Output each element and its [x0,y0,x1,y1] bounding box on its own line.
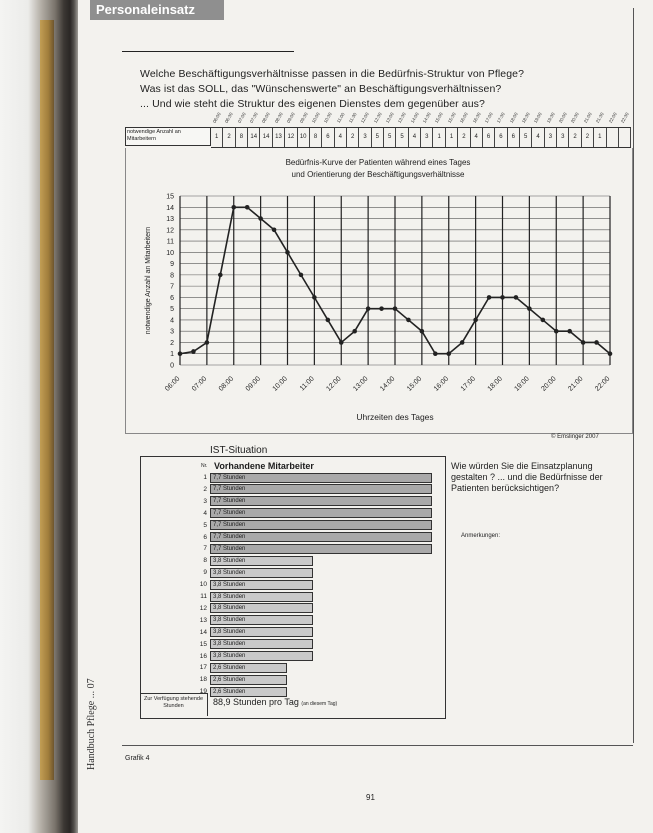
employee-hours-bar: 7,7 Stunden [210,484,432,494]
figure-caption: Grafik 4 [125,755,150,762]
section-tag: Personaleinsatz [90,0,224,20]
time-header-cell: 16:30 [471,111,482,124]
question-line-2: Was ist das SOLL, das "Wünschenswerte" an Beschäftigungsverhältnissen? [140,83,502,95]
employee-number: 7 [203,545,207,553]
staff-value-cell: 5 [520,128,532,147]
employee-number: 4 [203,509,207,517]
time-header-cell: 09:30 [298,111,309,124]
time-header-cell: 21:30 [594,111,605,124]
staff-value-cell: 3 [421,128,433,147]
x-tick-label: 19:00 [513,375,531,393]
employee-number: 10 [199,581,207,589]
staff-value-cell: 6 [322,128,334,147]
available-hours-label: Zur Verfügung stehende Stunden [140,693,208,716]
x-tick-label: 08:00 [217,375,236,393]
time-header-cell: 14:30 [421,111,432,124]
time-header-cell: 18:00 [508,111,519,124]
book-binding [0,0,78,833]
ist-heading: Vorhandene Mitarbeiter [214,461,314,471]
bottom-rule [122,745,633,746]
y-tick-label: 13 [166,216,174,224]
employee-row [195,615,313,626]
time-header-cell: 15:00 [434,111,445,124]
question-line-3: ... Und wie steht die Struktur des eigenen Dienstes dem gegenüber aus? [140,98,485,110]
y-tick-label: 9 [170,261,174,269]
time-header-cell: 21:00 [582,111,593,124]
employee-row [195,686,287,697]
employee-hours-bar: 7,7 Stunden [210,532,432,542]
time-header-cell: 15:30 [446,111,457,124]
employee-row [195,579,313,590]
employee-hours-bar: 3,8 Stunden [210,580,313,590]
x-tick-label: 17:00 [459,375,478,393]
side-running-title: Handbuch Pflege ... 07 [86,678,97,770]
x-tick-label: 09:00 [244,375,263,393]
staff-value-cell: 14 [248,128,260,147]
employee-row [195,543,432,554]
staff-value-cell: 3 [545,128,557,147]
time-header-cell: 10:30 [322,111,333,124]
staff-value-cell: 10 [298,128,310,147]
employee-number: 1 [203,474,207,481]
employee-number: 8 [203,557,207,565]
staff-row-label: notwendige Anzahl an Mitarbeitern [125,127,211,146]
x-tick-label: 14:00 [379,375,397,393]
employee-row [195,639,313,650]
time-header-cell: 12:00 [360,111,371,124]
employee-hours-bar: 3,8 Stunden [210,592,313,602]
book-spine [40,20,54,780]
y-tick-label: 11 [166,238,174,246]
time-header-cell: 13:30 [397,111,408,124]
hours-note-text: (an diesem Tag) [301,701,338,707]
staff-value-cell: 14 [260,128,272,147]
time-header-cell: 13:00 [384,111,395,124]
employee-number: 2 [203,485,207,493]
employee-row [195,662,287,673]
employee-number: 13 [199,616,207,624]
staff-value-cell: 2 [347,128,359,147]
staff-value-cell: 2 [223,128,235,147]
time-header-cell: 11:30 [347,111,358,124]
staff-value-row [211,127,631,148]
x-tick-label: 20:00 [540,375,558,393]
y-tick-label: 8 [170,272,174,280]
staff-value-cell: 4 [335,128,347,147]
x-tick-label: 21:00 [567,375,585,393]
time-header-cell: 10:00 [310,111,321,124]
employee-row [195,484,432,495]
time-header-cell: 20:00 [557,111,568,124]
nr-header: Nr. [201,463,208,469]
employee-hours-bar: 2,6 Stunden [210,675,287,685]
time-header-cell: 18:30 [520,111,531,124]
employee-row [195,472,432,483]
employee-row [195,508,432,519]
y-tick-label: 6 [170,294,174,302]
staff-value-cell: 4 [532,128,544,147]
page-number: 91 [366,793,375,802]
time-header-cell: 06:00 [211,111,222,124]
planning-question: Wie würden Sie die Einsatzplanung gestalten ? ... und die Bedürfnisse der Patienten berücksichtigen? [451,461,603,493]
time-header-cell: 16:00 [458,111,469,124]
staff-value-cell: 5 [372,128,384,147]
y-tick-label: 2 [170,339,174,347]
y-tick-label: 7 [170,283,174,291]
staff-value-cell: 1 [594,128,606,147]
staff-value-cell: 12 [285,128,297,147]
available-hours-value [213,697,337,707]
employee-number: 15 [199,640,207,648]
employee-number: 3 [203,497,207,505]
employee-row [195,651,313,662]
employee-number: 9 [203,569,207,577]
y-tick-label: 15 [166,193,174,201]
employee-row [195,567,313,578]
staff-value-cell: 6 [495,128,507,147]
time-header-cell: 07:00 [236,111,247,124]
x-tick-label: 15:00 [405,375,424,393]
time-header-cell: 17:30 [496,111,506,124]
staff-value-cell: 13 [273,128,285,147]
copyright: © Emslinger 2007 [551,434,599,440]
employee-hours-bar: 3,8 Stunden [210,568,313,578]
staff-value-cell: 5 [396,128,408,147]
employee-row [195,627,313,638]
employee-row [195,591,313,602]
employee-number: 18 [199,676,207,684]
employee-number: 5 [203,521,207,529]
time-header-cell: 08:00 [261,111,272,124]
time-header-cell: 07:30 [248,111,259,124]
employee-row [195,674,287,685]
x-tick-label: 18:00 [486,375,504,393]
notes-label: Anmerkungen: [461,533,501,539]
employee-hours-bar: 7,7 Stunden [210,473,432,483]
x-tick-label: 12:00 [325,375,343,393]
y-tick-label: 0 [170,362,174,370]
employee-number: 11 [200,593,207,600]
employee-hours-bar: 7,7 Stunden [210,544,432,554]
time-header-cell: 19:00 [533,111,544,124]
time-header-cell: 19:30 [545,111,556,124]
employee-row [195,555,313,566]
employee-hours-bar: 3,8 Stunden [210,556,313,566]
staff-value-cell [607,128,619,147]
employee-number: 16 [199,652,207,660]
employee-row [195,603,313,614]
y-tick-label: 4 [170,317,174,325]
y-tick-label: 12 [166,227,174,235]
staff-value-cell: 1 [446,128,458,147]
time-header-row [211,110,631,126]
x-tick-label: 07:00 [190,375,209,393]
chart-subtitle: und Orientierung der Beschäftigungsverhältnisse [291,170,465,179]
employee-number: 6 [203,533,207,541]
time-header-cell: 09:00 [285,111,296,124]
x-tick-label: 22:00 [594,375,612,393]
y-tick-label: 5 [170,306,174,314]
time-header-cell: 17:00 [483,111,494,124]
x-tick-label: 10:00 [271,375,289,393]
employee-hours-bar: 7,7 Stunden [210,496,432,506]
employee-hours-bar: 7,7 Stunden [210,508,432,518]
x-axis-label: Uhrzeiten des Tages [356,412,434,422]
staff-value-cell: 8 [310,128,322,147]
x-tick-label: 13:00 [352,375,370,393]
staff-value-cell: 3 [557,128,569,147]
employee-number: 17 [199,664,207,672]
employee-hours-bar: 7,7 Stunden [210,520,432,530]
time-header-cell: 12:30 [372,111,383,124]
time-header-cell: 20:30 [570,111,581,124]
staff-value-cell: 1 [211,128,223,147]
employee-number: 12 [199,604,207,612]
x-tick-label: 16:00 [432,375,451,393]
employee-number: 19 [199,688,207,696]
employee-hours-bar: 3,8 Stunden [210,615,313,625]
staff-value-cell: 5 [384,128,396,147]
short-rule [122,51,294,52]
time-header-cell: 06:30 [224,111,235,124]
staff-value-cell: 3 [359,128,371,147]
employee-row [195,496,432,507]
x-tick-label: 11:00 [298,375,316,393]
staff-value-cell: 4 [409,128,421,147]
employee-hours-bar: 3,8 Stunden [210,639,313,649]
y-tick-label: 1 [170,351,174,359]
chart-frame [125,148,633,434]
employee-row [195,532,432,543]
y-tick-label: 3 [170,328,174,336]
question-line-1: Welche Beschäftigungsverhältnisse passen in die Bedürfnis-Struktur von Pflege? [140,68,525,80]
time-header-cell: 22:30 [619,111,630,124]
staff-value-cell: 2 [582,128,594,147]
employee-hours-bar: 3,8 Stunden [210,651,313,661]
y-tick-label: 14 [166,204,174,212]
staff-value-cell: 2 [458,128,470,147]
staff-value-cell [619,128,631,147]
staff-value-cell: 4 [471,128,483,147]
y-tick-label: 10 [166,249,174,257]
staff-value-cell: 6 [508,128,520,147]
employee-hours-bar: 3,8 Stunden [210,603,313,613]
employee-hours-bar: 2,6 Stunden [210,663,287,673]
employee-row [195,520,432,531]
time-header-cell: 14:00 [409,111,420,124]
staff-value-cell: 1 [433,128,445,147]
chart-title: Bedürfnis-Kurve der Patienten während eines Tages [285,158,471,167]
staff-value-cell: 6 [483,128,495,147]
ist-title: IST-Situation [210,445,268,456]
employee-hours-bar: 2,6 Stunden [210,687,287,697]
time-header-cell: 08:30 [273,111,284,124]
x-tick-label: 06:00 [164,375,182,393]
staff-value-cell: 8 [236,128,248,147]
time-header-cell: 11:00 [335,111,346,124]
employee-number: 14 [199,628,207,636]
employee-hours-bar: 3,8 Stunden [210,627,313,637]
time-header-cell: 22:00 [607,111,618,124]
hours-value-text: 88,9 Stunden pro Tag [213,697,299,707]
staff-value-cell: 2 [569,128,581,147]
y-axis-label: notwendige Anzahl an Mitarbeitern [145,226,152,335]
